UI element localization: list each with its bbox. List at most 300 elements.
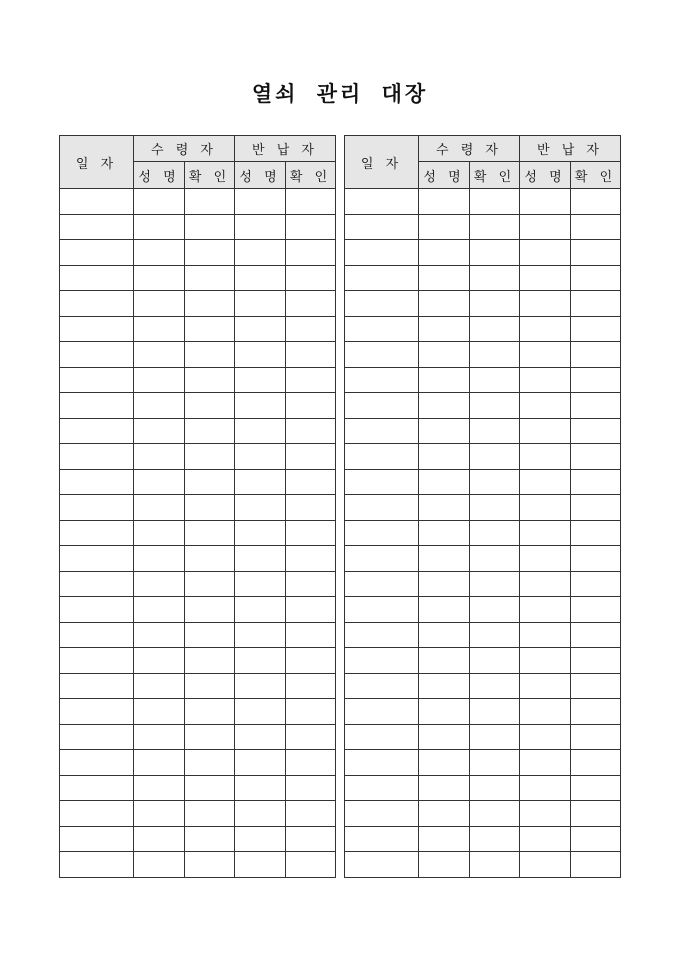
returner-name-cell[interactable] bbox=[235, 393, 286, 419]
receiver-name-cell[interactable] bbox=[134, 801, 185, 827]
date-cell[interactable] bbox=[60, 801, 134, 827]
receiver-name-cell[interactable] bbox=[134, 265, 185, 291]
date-cell[interactable] bbox=[60, 750, 134, 776]
returner-name-cell[interactable] bbox=[235, 265, 286, 291]
returner-confirm-cell[interactable] bbox=[571, 214, 621, 240]
receiver-name-cell[interactable] bbox=[134, 418, 185, 444]
receiver-confirm-cell[interactable] bbox=[470, 214, 520, 240]
receiver-confirm-cell[interactable] bbox=[470, 418, 520, 444]
returner-confirm-cell[interactable] bbox=[286, 648, 336, 674]
date-cell[interactable] bbox=[345, 648, 419, 674]
returner-confirm-cell[interactable] bbox=[571, 597, 621, 623]
date-cell[interactable] bbox=[60, 622, 134, 648]
returner-confirm-cell[interactable] bbox=[571, 750, 621, 776]
returner-confirm-cell[interactable] bbox=[571, 699, 621, 725]
date-cell[interactable] bbox=[60, 724, 134, 750]
table-row bbox=[345, 775, 621, 801]
receiver-confirm-cell[interactable] bbox=[470, 648, 520, 674]
receiver-confirm-cell[interactable] bbox=[185, 597, 235, 623]
receiver-name-cell[interactable] bbox=[134, 393, 185, 419]
date-cell[interactable] bbox=[60, 367, 134, 393]
date-cell[interactable] bbox=[345, 546, 419, 572]
returner-name-cell[interactable] bbox=[235, 316, 286, 342]
receiver-name-cell[interactable] bbox=[419, 418, 470, 444]
returner-confirm-cell[interactable] bbox=[571, 316, 621, 342]
returner-name-cell[interactable] bbox=[520, 265, 571, 291]
table-row bbox=[345, 342, 621, 368]
date-cell[interactable] bbox=[60, 826, 134, 852]
returner-name-cell[interactable] bbox=[520, 571, 571, 597]
receiver-confirm-cell[interactable] bbox=[185, 469, 235, 495]
returner-confirm-cell[interactable] bbox=[286, 469, 336, 495]
receiver-confirm-cell[interactable] bbox=[470, 495, 520, 521]
receiver-name-cell[interactable] bbox=[419, 214, 470, 240]
date-cell[interactable] bbox=[345, 240, 419, 266]
returner-confirm-cell[interactable] bbox=[286, 520, 336, 546]
date-cell[interactable] bbox=[345, 214, 419, 240]
returner-confirm-cell[interactable] bbox=[571, 265, 621, 291]
returner-name-cell[interactable] bbox=[235, 775, 286, 801]
receiver-confirm-cell[interactable] bbox=[470, 724, 520, 750]
date-cell[interactable] bbox=[345, 622, 419, 648]
date-cell[interactable] bbox=[345, 750, 419, 776]
receiver-name-cell[interactable] bbox=[419, 648, 470, 674]
returner-confirm-cell[interactable] bbox=[286, 214, 336, 240]
returner-confirm-cell[interactable] bbox=[286, 750, 336, 776]
date-cell[interactable] bbox=[345, 495, 419, 521]
receiver-name-cell[interactable] bbox=[134, 571, 185, 597]
receiver-confirm-cell[interactable] bbox=[185, 495, 235, 521]
date-cell[interactable] bbox=[60, 699, 134, 725]
table-row bbox=[345, 801, 621, 827]
receiver-confirm-cell[interactable] bbox=[185, 801, 235, 827]
date-cell[interactable] bbox=[60, 673, 134, 699]
receiver-confirm-cell[interactable] bbox=[470, 750, 520, 776]
returner-name-cell[interactable] bbox=[520, 240, 571, 266]
returner-name-cell[interactable] bbox=[235, 571, 286, 597]
date-cell[interactable] bbox=[345, 673, 419, 699]
date-cell[interactable] bbox=[345, 597, 419, 623]
table-row bbox=[60, 316, 336, 342]
receiver-name-cell[interactable] bbox=[419, 826, 470, 852]
receiver-name-cell[interactable] bbox=[134, 724, 185, 750]
receiver-name-cell[interactable] bbox=[134, 520, 185, 546]
date-cell[interactable] bbox=[60, 520, 134, 546]
returner-confirm-cell[interactable] bbox=[286, 265, 336, 291]
date-cell[interactable] bbox=[60, 648, 134, 674]
returner-confirm-cell[interactable] bbox=[571, 342, 621, 368]
receiver-confirm-cell[interactable] bbox=[470, 520, 520, 546]
receiver-name-cell[interactable] bbox=[134, 240, 185, 266]
date-cell[interactable] bbox=[345, 444, 419, 470]
returner-confirm-cell[interactable] bbox=[571, 622, 621, 648]
returner-name-cell[interactable] bbox=[520, 648, 571, 674]
returner-name-cell[interactable] bbox=[520, 852, 571, 878]
date-cell[interactable] bbox=[345, 571, 419, 597]
receiver-name-cell[interactable] bbox=[419, 673, 470, 699]
receiver-confirm-cell[interactable] bbox=[185, 673, 235, 699]
returner-name-cell[interactable] bbox=[235, 648, 286, 674]
receiver-confirm-cell[interactable] bbox=[470, 597, 520, 623]
receiver-name-cell[interactable] bbox=[419, 189, 470, 215]
returner-confirm-cell[interactable] bbox=[571, 189, 621, 215]
receiver-confirm-cell[interactable] bbox=[470, 801, 520, 827]
returner-confirm-cell[interactable] bbox=[286, 444, 336, 470]
receiver-name-cell[interactable] bbox=[419, 444, 470, 470]
receiver-confirm-cell[interactable] bbox=[470, 265, 520, 291]
returner-confirm-cell[interactable] bbox=[286, 699, 336, 725]
receiver-confirm-cell[interactable] bbox=[470, 469, 520, 495]
receiver-name-cell[interactable] bbox=[419, 775, 470, 801]
returner-name-cell[interactable] bbox=[520, 444, 571, 470]
receiver-confirm-cell[interactable] bbox=[185, 648, 235, 674]
receiver-confirm-cell[interactable] bbox=[185, 775, 235, 801]
returner-confirm-cell[interactable] bbox=[571, 469, 621, 495]
receiver-confirm-cell[interactable] bbox=[470, 673, 520, 699]
date-cell[interactable] bbox=[60, 291, 134, 317]
returner-name-cell[interactable] bbox=[235, 724, 286, 750]
table-row bbox=[345, 571, 621, 597]
receiver-name-cell[interactable] bbox=[419, 571, 470, 597]
receiver-name-cell[interactable] bbox=[419, 495, 470, 521]
date-cell[interactable] bbox=[60, 418, 134, 444]
returner-confirm-cell[interactable] bbox=[571, 673, 621, 699]
returner-name-cell[interactable] bbox=[235, 418, 286, 444]
date-cell[interactable] bbox=[345, 801, 419, 827]
receiver-confirm-cell[interactable] bbox=[185, 520, 235, 546]
returner-confirm-cell[interactable] bbox=[286, 316, 336, 342]
date-cell[interactable] bbox=[60, 240, 134, 266]
receiver-confirm-cell[interactable] bbox=[185, 699, 235, 725]
returner-name-cell[interactable] bbox=[235, 852, 286, 878]
returner-confirm-cell[interactable] bbox=[571, 648, 621, 674]
returner-confirm-cell[interactable] bbox=[571, 546, 621, 572]
date-cell[interactable] bbox=[345, 699, 419, 725]
date-cell[interactable] bbox=[60, 444, 134, 470]
table-row bbox=[60, 852, 336, 878]
returner-name-cell[interactable] bbox=[235, 495, 286, 521]
date-cell[interactable] bbox=[345, 418, 419, 444]
receiver-confirm-cell[interactable] bbox=[470, 316, 520, 342]
returner-name-cell[interactable] bbox=[520, 775, 571, 801]
returner-confirm-cell[interactable] bbox=[286, 495, 336, 521]
returner-confirm-cell[interactable] bbox=[571, 393, 621, 419]
returner-name-cell[interactable] bbox=[235, 750, 286, 776]
receiver-confirm-cell[interactable] bbox=[470, 291, 520, 317]
receiver-confirm-cell[interactable] bbox=[470, 444, 520, 470]
table-row bbox=[345, 189, 621, 215]
returner-name-cell[interactable] bbox=[235, 673, 286, 699]
returner-name-cell[interactable] bbox=[235, 546, 286, 572]
returner-confirm-header: 확 인 bbox=[286, 162, 336, 189]
table-row bbox=[60, 571, 336, 597]
receiver-name-cell[interactable] bbox=[419, 801, 470, 827]
returner-name-cell[interactable] bbox=[520, 469, 571, 495]
table-row bbox=[345, 724, 621, 750]
date-cell[interactable] bbox=[60, 469, 134, 495]
receiver-name-cell[interactable] bbox=[419, 291, 470, 317]
receiver-confirm-header: 확 인 bbox=[185, 162, 235, 189]
receiver-confirm-cell[interactable] bbox=[185, 546, 235, 572]
returner-name-cell[interactable] bbox=[520, 367, 571, 393]
returner-confirm-cell[interactable] bbox=[571, 444, 621, 470]
receiver-name-cell[interactable] bbox=[134, 597, 185, 623]
receiver-confirm-cell[interactable] bbox=[185, 724, 235, 750]
receiver-confirm-cell[interactable] bbox=[185, 189, 235, 215]
returner-name-cell[interactable] bbox=[235, 342, 286, 368]
returner-name-cell[interactable] bbox=[520, 673, 571, 699]
returner-confirm-cell[interactable] bbox=[286, 418, 336, 444]
table-row bbox=[60, 520, 336, 546]
returner-name-cell[interactable] bbox=[520, 750, 571, 776]
receiver-name-cell[interactable] bbox=[134, 826, 185, 852]
returner-confirm-cell[interactable] bbox=[286, 367, 336, 393]
receiver-name-cell[interactable] bbox=[134, 342, 185, 368]
returner-confirm-cell[interactable] bbox=[286, 826, 336, 852]
receiver-name-header: 성 명 bbox=[419, 162, 470, 189]
returner-confirm-cell[interactable] bbox=[571, 826, 621, 852]
table-row bbox=[60, 724, 336, 750]
returner-name-cell[interactable] bbox=[520, 393, 571, 419]
returner-confirm-cell[interactable] bbox=[571, 571, 621, 597]
returner-confirm-cell[interactable] bbox=[286, 801, 336, 827]
receiver-confirm-cell[interactable] bbox=[470, 240, 520, 266]
date-cell[interactable] bbox=[345, 342, 419, 368]
table-row bbox=[345, 291, 621, 317]
receiver-confirm-cell[interactable] bbox=[185, 240, 235, 266]
returner-name-cell[interactable] bbox=[235, 189, 286, 215]
receiver-name-cell[interactable] bbox=[134, 469, 185, 495]
receiver-confirm-cell[interactable] bbox=[470, 367, 520, 393]
date-cell[interactable] bbox=[60, 495, 134, 521]
receiver-name-cell[interactable] bbox=[134, 189, 185, 215]
returner-confirm-cell[interactable] bbox=[571, 520, 621, 546]
receiver-name-cell[interactable] bbox=[419, 597, 470, 623]
table-row bbox=[60, 597, 336, 623]
receiver-confirm-cell[interactable] bbox=[185, 316, 235, 342]
returner-confirm-cell[interactable] bbox=[571, 418, 621, 444]
returner-confirm-cell[interactable] bbox=[571, 291, 621, 317]
returner-confirm-cell[interactable] bbox=[286, 775, 336, 801]
receiver-confirm-cell[interactable] bbox=[185, 571, 235, 597]
receiver-name-cell[interactable] bbox=[419, 240, 470, 266]
key-log-table-left bbox=[59, 135, 336, 878]
returner-confirm-cell[interactable] bbox=[286, 622, 336, 648]
receiver-confirm-cell[interactable] bbox=[185, 852, 235, 878]
receiver-confirm-cell[interactable] bbox=[470, 546, 520, 572]
returner-name-cell[interactable] bbox=[520, 495, 571, 521]
receiver-confirm-cell[interactable] bbox=[470, 775, 520, 801]
date-cell[interactable] bbox=[60, 597, 134, 623]
table-row bbox=[60, 801, 336, 827]
date-cell[interactable] bbox=[60, 316, 134, 342]
date-cell[interactable] bbox=[60, 571, 134, 597]
returner-confirm-cell[interactable] bbox=[571, 852, 621, 878]
receiver-name-cell[interactable] bbox=[419, 342, 470, 368]
returner-confirm-cell[interactable] bbox=[571, 240, 621, 266]
returner-confirm-cell[interactable] bbox=[286, 546, 336, 572]
returner-name-cell[interactable] bbox=[520, 189, 571, 215]
returner-confirm-cell[interactable] bbox=[571, 724, 621, 750]
receiver-name-cell[interactable] bbox=[419, 622, 470, 648]
returner-confirm-cell[interactable] bbox=[286, 597, 336, 623]
table-row bbox=[60, 393, 336, 419]
receiver-name-cell[interactable] bbox=[134, 367, 185, 393]
returner-confirm-cell[interactable] bbox=[571, 495, 621, 521]
receiver-name-cell[interactable] bbox=[419, 469, 470, 495]
date-cell[interactable] bbox=[60, 775, 134, 801]
receiver-name-cell[interactable] bbox=[134, 673, 185, 699]
returner-confirm-cell[interactable] bbox=[286, 571, 336, 597]
date-cell[interactable] bbox=[345, 291, 419, 317]
table-row bbox=[345, 546, 621, 572]
returner-name-cell[interactable] bbox=[235, 444, 286, 470]
receiver-confirm-cell[interactable] bbox=[470, 699, 520, 725]
date-header: 일 자 bbox=[345, 136, 419, 189]
returner-name-cell[interactable] bbox=[520, 546, 571, 572]
date-cell[interactable] bbox=[345, 393, 419, 419]
table-row bbox=[60, 750, 336, 776]
returner-confirm-cell[interactable] bbox=[571, 367, 621, 393]
date-cell[interactable] bbox=[60, 342, 134, 368]
returner-name-cell[interactable] bbox=[235, 801, 286, 827]
returner-confirm-cell[interactable] bbox=[286, 673, 336, 699]
receiver-name-cell[interactable] bbox=[419, 750, 470, 776]
date-cell[interactable] bbox=[345, 367, 419, 393]
returner-name-cell[interactable] bbox=[235, 291, 286, 317]
receiver-confirm-cell[interactable] bbox=[470, 622, 520, 648]
date-cell[interactable] bbox=[345, 826, 419, 852]
date-cell[interactable] bbox=[60, 546, 134, 572]
receiver-name-cell[interactable] bbox=[419, 852, 470, 878]
receiver-confirm-header: 확 인 bbox=[470, 162, 520, 189]
date-cell[interactable] bbox=[345, 775, 419, 801]
returner-name-cell[interactable] bbox=[520, 826, 571, 852]
receiver-name-cell[interactable] bbox=[419, 393, 470, 419]
receiver-name-cell[interactable] bbox=[419, 316, 470, 342]
receiver-name-cell[interactable] bbox=[134, 444, 185, 470]
receiver-name-cell[interactable] bbox=[134, 648, 185, 674]
receiver-name-cell[interactable] bbox=[419, 546, 470, 572]
receiver-name-cell[interactable] bbox=[134, 214, 185, 240]
receiver-name-cell[interactable] bbox=[134, 852, 185, 878]
returner-name-cell[interactable] bbox=[235, 622, 286, 648]
returner-name-cell[interactable] bbox=[520, 622, 571, 648]
receiver-confirm-cell[interactable] bbox=[185, 214, 235, 240]
receiver-confirm-cell[interactable] bbox=[185, 444, 235, 470]
date-cell[interactable] bbox=[345, 265, 419, 291]
returner-confirm-cell[interactable] bbox=[286, 393, 336, 419]
returner-confirm-cell[interactable] bbox=[571, 801, 621, 827]
receiver-name-cell[interactable] bbox=[419, 265, 470, 291]
table-row bbox=[60, 342, 336, 368]
returner-name-cell[interactable] bbox=[520, 316, 571, 342]
returner-name-cell[interactable] bbox=[235, 520, 286, 546]
receiver-name-cell[interactable] bbox=[134, 775, 185, 801]
receiver-confirm-cell[interactable] bbox=[470, 571, 520, 597]
receiver-confirm-cell[interactable] bbox=[470, 189, 520, 215]
returner-name-cell[interactable] bbox=[235, 367, 286, 393]
receiver-confirm-cell[interactable] bbox=[185, 342, 235, 368]
receiver-confirm-cell[interactable] bbox=[185, 826, 235, 852]
returner-name-cell[interactable] bbox=[520, 520, 571, 546]
receiver-confirm-cell[interactable] bbox=[185, 622, 235, 648]
date-cell[interactable] bbox=[345, 520, 419, 546]
receiver-confirm-cell[interactable] bbox=[470, 852, 520, 878]
table-row bbox=[60, 673, 336, 699]
receiver-confirm-cell[interactable] bbox=[185, 291, 235, 317]
receiver-confirm-cell[interactable] bbox=[185, 393, 235, 419]
receiver-confirm-cell[interactable] bbox=[470, 342, 520, 368]
receiver-confirm-cell[interactable] bbox=[185, 750, 235, 776]
returner-name-cell[interactable] bbox=[235, 699, 286, 725]
returner-name-cell[interactable] bbox=[520, 342, 571, 368]
returner-confirm-cell[interactable] bbox=[286, 342, 336, 368]
receiver-name-cell[interactable] bbox=[419, 724, 470, 750]
returner-name-cell[interactable] bbox=[235, 214, 286, 240]
returner-name-cell[interactable] bbox=[235, 240, 286, 266]
receiver-name-cell[interactable] bbox=[419, 367, 470, 393]
date-cell[interactable] bbox=[60, 214, 134, 240]
returner-name-cell[interactable] bbox=[520, 418, 571, 444]
date-cell[interactable] bbox=[60, 189, 134, 215]
receiver-confirm-cell[interactable] bbox=[470, 826, 520, 852]
date-cell[interactable] bbox=[60, 852, 134, 878]
returner-confirm-cell[interactable] bbox=[286, 852, 336, 878]
returner-name-cell[interactable] bbox=[520, 291, 571, 317]
receiver-name-cell[interactable] bbox=[134, 546, 185, 572]
receiver-confirm-cell[interactable] bbox=[185, 418, 235, 444]
receiver-name-cell[interactable] bbox=[134, 495, 185, 521]
receiver-name-cell[interactable] bbox=[419, 520, 470, 546]
receiver-name-cell[interactable] bbox=[134, 750, 185, 776]
table-row bbox=[60, 240, 336, 266]
returner-name-cell[interactable] bbox=[520, 214, 571, 240]
receiver-name-cell[interactable] bbox=[134, 699, 185, 725]
page-title: 열쇠 관리 대장 bbox=[251, 81, 429, 106]
date-cell[interactable] bbox=[345, 852, 419, 878]
returner-confirm-cell[interactable] bbox=[286, 724, 336, 750]
date-cell[interactable] bbox=[60, 393, 134, 419]
receiver-confirm-cell[interactable] bbox=[185, 367, 235, 393]
returner-name-cell[interactable] bbox=[520, 699, 571, 725]
returner-name-cell[interactable] bbox=[520, 801, 571, 827]
receiver-name-cell[interactable] bbox=[134, 291, 185, 317]
returner-name-cell[interactable] bbox=[235, 826, 286, 852]
date-cell[interactable] bbox=[60, 265, 134, 291]
receiver-confirm-cell[interactable] bbox=[470, 393, 520, 419]
receiver-confirm-cell[interactable] bbox=[185, 265, 235, 291]
returner-confirm-cell[interactable] bbox=[571, 775, 621, 801]
table-row bbox=[60, 648, 336, 674]
returner-name-cell[interactable] bbox=[520, 724, 571, 750]
receiver-name-cell[interactable] bbox=[134, 622, 185, 648]
returner-confirm-cell[interactable] bbox=[286, 291, 336, 317]
receiver-name-cell[interactable] bbox=[134, 316, 185, 342]
returner-confirm-cell[interactable] bbox=[286, 189, 336, 215]
returner-confirm-cell[interactable] bbox=[286, 240, 336, 266]
date-cell[interactable] bbox=[345, 189, 419, 215]
table-row bbox=[345, 418, 621, 444]
date-cell[interactable] bbox=[345, 316, 419, 342]
returner-name-cell[interactable] bbox=[520, 597, 571, 623]
date-cell[interactable] bbox=[345, 469, 419, 495]
table-row bbox=[345, 367, 621, 393]
returner-name-cell[interactable] bbox=[235, 469, 286, 495]
returner-name-cell[interactable] bbox=[235, 597, 286, 623]
receiver-name-cell[interactable] bbox=[419, 699, 470, 725]
date-cell[interactable] bbox=[345, 724, 419, 750]
